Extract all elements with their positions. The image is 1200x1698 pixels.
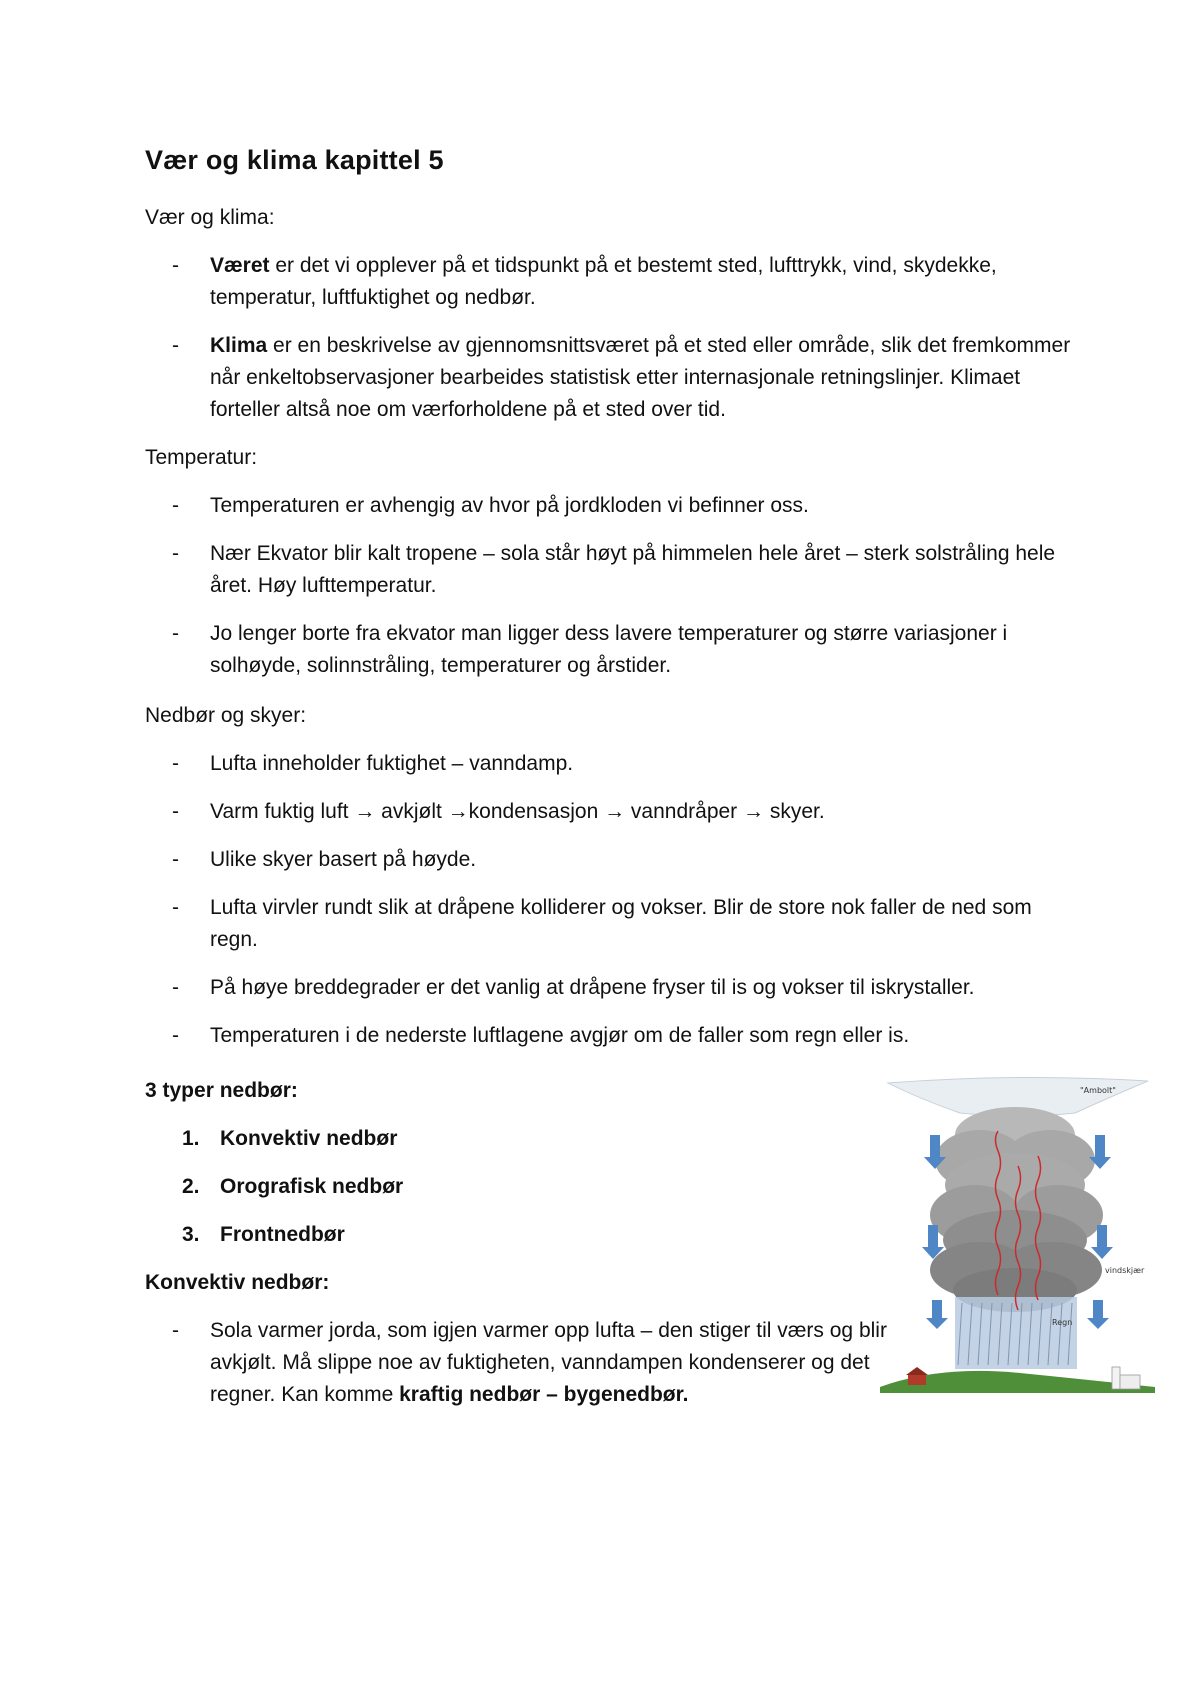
- list-temperatur: [145, 490, 1075, 698]
- list-item: - Klima er en beskrivelse av gjennomsnittsværet på et sted eller område, slik det fremkommer når enkeltobservasjoner bearbeides statistisk etter internasjonale retningslinjer. Klimaet forteller altså noe om værforholdene på et sted over tid.: [145, 330, 1075, 426]
- list-item: - Ulike skyer basert på høyde.: [145, 844, 1075, 876]
- list-item: 2. Orografisk nedbør: [145, 1171, 403, 1203]
- dash-bullet: -: [172, 254, 179, 277]
- heading-nedbor-og-skyer: Nedbør og skyer:: [145, 704, 307, 727]
- page-title: Vær og klima kapittel 5: [145, 145, 444, 175]
- list-number: 3.: [182, 1223, 200, 1246]
- list-item: - Lufta inneholder fuktighet – vanndamp.: [145, 748, 1075, 780]
- dash-bullet: -: [172, 334, 179, 357]
- heading-var-og-klima: Vær og klima:: [145, 206, 275, 229]
- convective-cloud-illustration: [880, 1075, 1155, 1405]
- label-wind-shear: vindskjær: [1105, 1266, 1145, 1275]
- heading-temperatur: Temperatur:: [145, 446, 258, 469]
- list-konvektiv: [145, 1315, 905, 1427]
- heading-konvektiv: Konvektiv nedbør:: [145, 1271, 330, 1294]
- list-item: 3. Frontnedbør: [145, 1219, 403, 1251]
- label-rain: Regn: [1052, 1318, 1073, 1327]
- dash-bullet: -: [172, 622, 179, 645]
- list-number: 1.: [182, 1127, 200, 1150]
- list-item: - Varm fuktig luft → avkjølt →kondensasjon → vanndråper → skyer.: [145, 796, 1075, 828]
- list-item: - Temperaturen er avhengig av hvor på jordkloden vi befinner oss.: [145, 490, 1075, 522]
- list-item: - Nær Ekvator blir kalt tropene – sola står høyt på himmelen hele året – sterk solstråling hele året. Høy lufttemperatur.: [145, 538, 1075, 602]
- dash-bullet: -: [172, 542, 179, 565]
- dash-bullet: -: [172, 494, 179, 517]
- list-typer-nedbor: [145, 1123, 403, 1267]
- list-item: - Temperaturen i de nederste luftlagene avgjør om de faller som regn eller is.: [145, 1020, 1075, 1052]
- dash-bullet: -: [172, 896, 179, 919]
- heading-typer-nedbor: 3 typer nedbør:: [145, 1079, 298, 1102]
- list-item: - På høye breddegrader er det vanlig at dråpene fryser til is og vokser til iskrystaller.: [145, 972, 1075, 1004]
- label-anvil: "Ambolt": [1080, 1086, 1116, 1095]
- list-nedbor: [145, 748, 1075, 1068]
- dash-bullet: -: [172, 800, 179, 823]
- list-item: - Jo lenger borte fra ekvator man ligger dess lavere temperaturer og større variasjoner i solhøyde, solinnstråling, temperaturer og årstider.: [145, 618, 1075, 682]
- dash-bullet: -: [172, 752, 179, 775]
- list-item: - Været er det vi opplever på et tidspunkt på et bestemt sted, lufttrykk, vind, skydekke, temperatur, luftfuktighet og nedbør.: [145, 250, 1075, 314]
- list-number: 2.: [182, 1175, 200, 1198]
- dash-bullet: -: [172, 1319, 179, 1342]
- list-item: - Lufta virvler rundt slik at dråpene kolliderer og vokser. Blir de store nok faller de ned som regn.: [145, 892, 1075, 956]
- dash-bullet: -: [172, 976, 179, 999]
- dash-bullet: -: [172, 1024, 179, 1047]
- list-var-og-klima: [145, 250, 1075, 442]
- list-item: - Sola varmer jorda, som igjen varmer opp lufta – den stiger til værs og blir avkjølt. Må slippe noe av fuktigheten, vanndampen kondenserer og det regner. Kan komme kraftig nedbør – bygenedbør.: [145, 1315, 905, 1411]
- list-item: 1. Konvektiv nedbør: [145, 1123, 403, 1155]
- dash-bullet: -: [172, 848, 179, 871]
